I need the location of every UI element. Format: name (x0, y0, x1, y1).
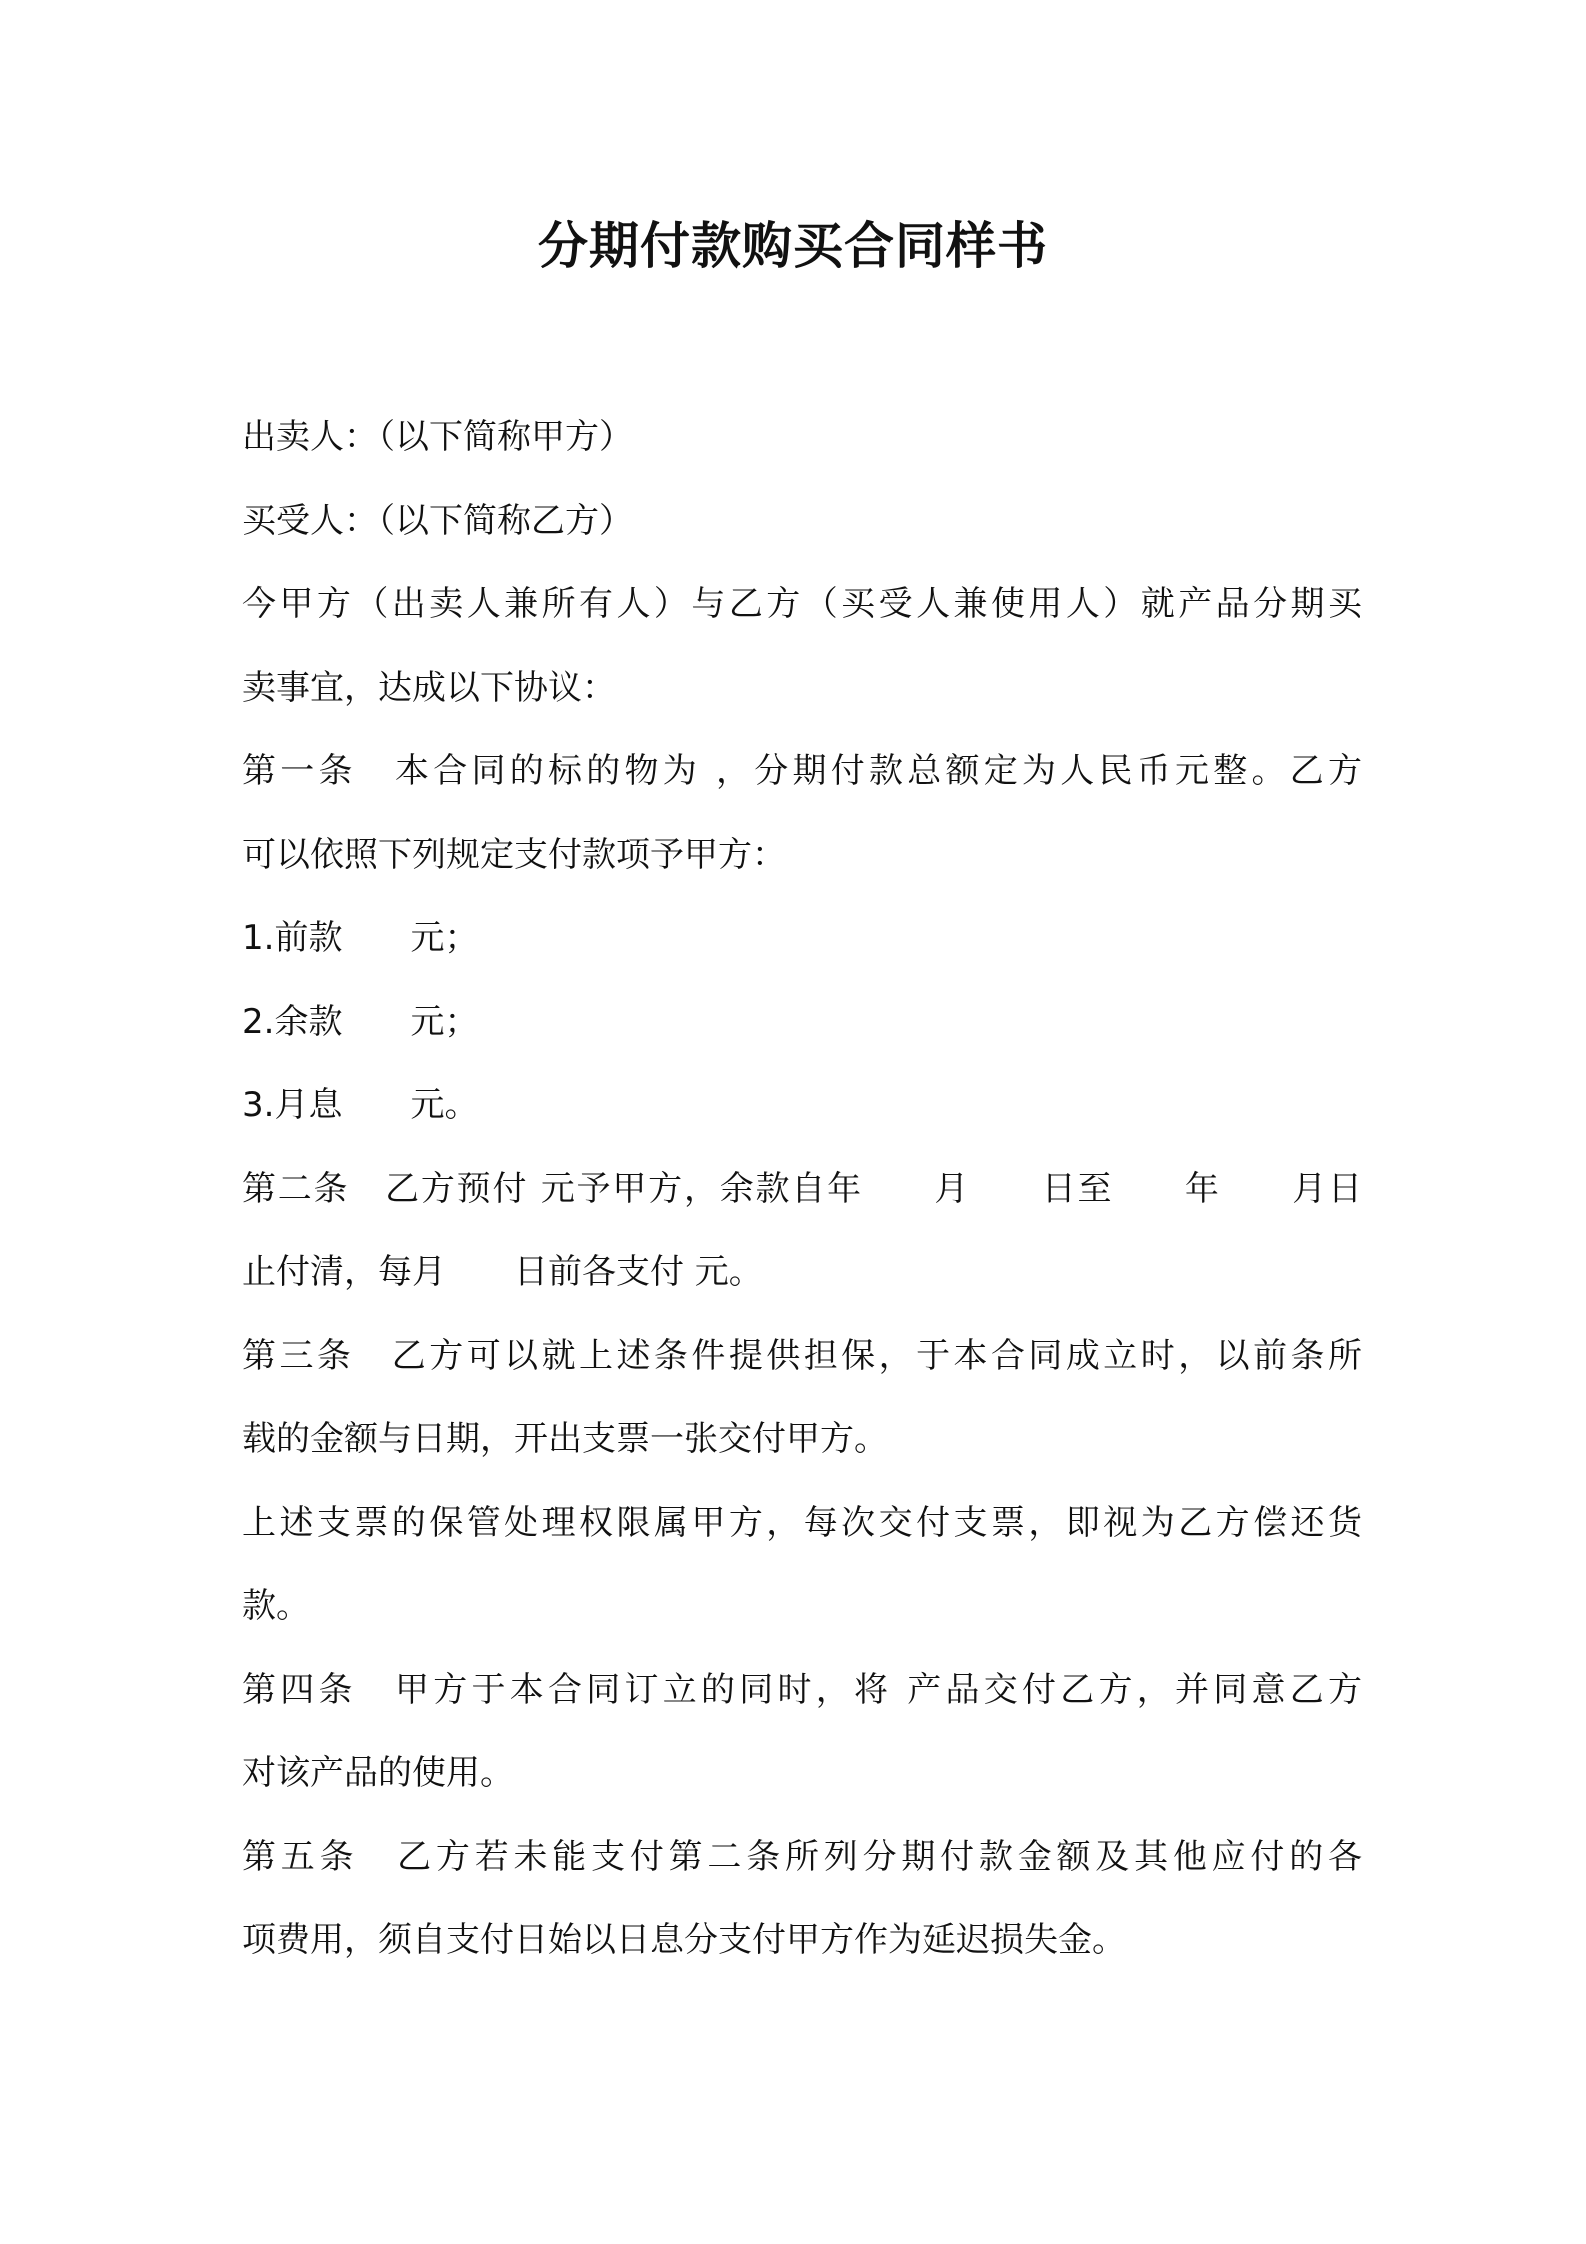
article-4-line-1: 第四条 甲方于本合同订立的同时，将 产品交付乙方，并同意乙方 (242, 1669, 1362, 1710)
article-3-line-1: 第三条 乙方可以就上述条件提供担保，于本合同成立时，以前条所 (242, 1335, 1362, 1376)
article-1-line-2: 可以依照下列规定支付款项予甲方： (242, 834, 786, 875)
article-3-line-2: 载的金额与日期，开出支票一张交付甲方。 (242, 1419, 888, 1459)
payment-item-2: 2.余款 元； (242, 1001, 479, 1042)
preamble-line-1: 今甲方（出卖人兼所有人）与乙方（买受人兼使用人）就产品分期买 (242, 584, 1362, 624)
seller-line: 出卖人：（以下简称甲方） (242, 417, 633, 457)
preamble-line-2: 卖事宜，达成以下协议： (242, 667, 616, 708)
payment-item-3: 3.月息 元。 (242, 1085, 479, 1125)
article-4-line-2: 对该产品的使用。 (242, 1753, 514, 1793)
article-2-line-1: 第二条 乙方预付 元予甲方，余款自年 月 日至 年 月日 (242, 1168, 1362, 1209)
cheque-clause-line-2: 款。 (242, 1586, 310, 1626)
article-2-line-2: 止付清，每月 日前各支付 元。 (242, 1252, 763, 1292)
article-5-line-1: 第五条 乙方若未能支付第二条所列分期付款金额及其他应付的各 (242, 1836, 1362, 1877)
document-title: 分期付款购买合同样书 (538, 217, 1048, 275)
buyer-line: 买受人：（以下简称乙方） (242, 500, 633, 541)
article-5-line-2: 项费用，须自支付日始以日息分支付甲方作为延迟损失金。 (242, 1920, 1126, 1960)
payment-item-1: 1.前款 元； (242, 918, 479, 958)
cheque-clause-line-1: 上述支票的保管处理权限属甲方，每次交付支票，即视为乙方偿还货 (242, 1502, 1362, 1543)
article-1-line-1: 第一条 本合同的标的物为 ，分期付款总额定为人民币元整。乙方 (242, 751, 1362, 791)
document-body (242, 396, 1362, 1983)
